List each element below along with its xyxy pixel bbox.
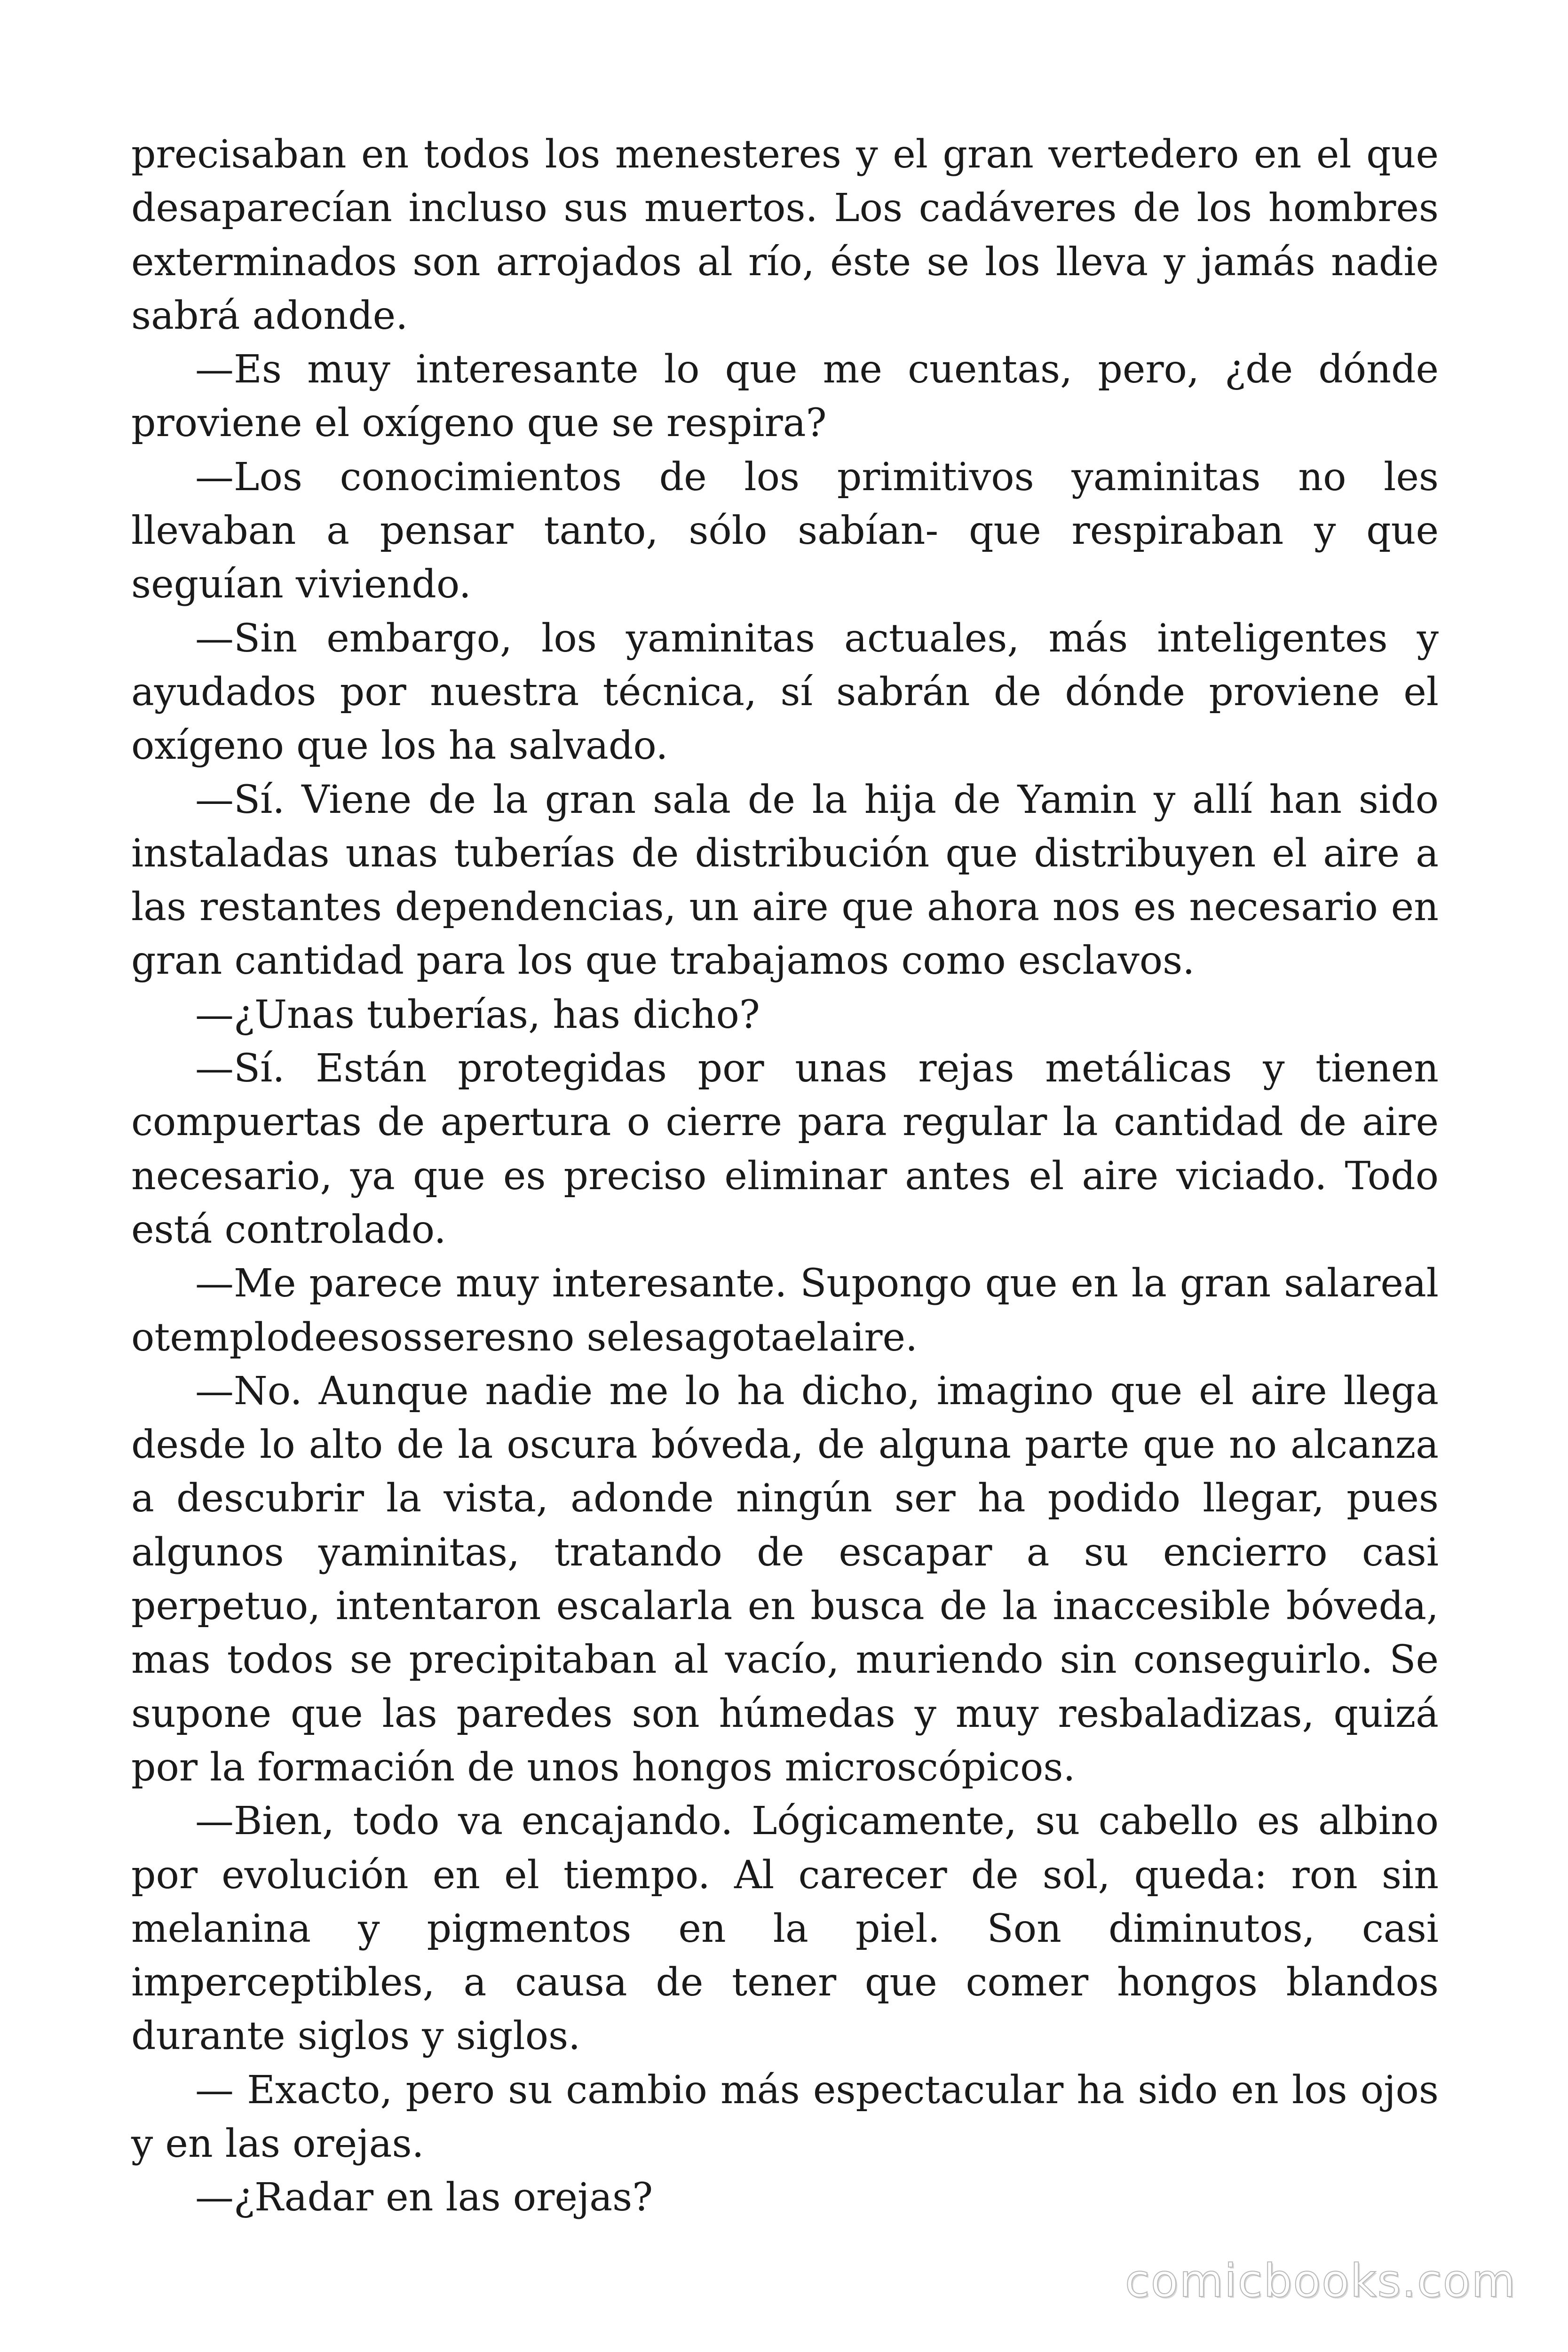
dialogue-paragraph: —Me parece muy interesante. Supongo que en la gran salareal otemplodeesosseresno selesagotaelaire. xyxy=(131,1261,1439,1360)
dialogue-paragraph: — Exacto, pero su cambio más espectacular ha sido en los ojos y en las orejas. xyxy=(131,2067,1439,2166)
dialogue-paragraph: —Sí. Están protegidas por unas rejas metálicas y tienen compuertas de apertura o cierre para regular la cantidad de aire necesario, ya que es preciso eliminar antes el aire viciado. Todo está controlado. xyxy=(131,1046,1439,1252)
dialogue-paragraph: —¿Radar en las orejas? xyxy=(195,2175,653,2220)
dialogue-paragraph: —Los conocimientos de los primitivos yaminitas no les llevaban a pensar tanto, sólo sabían- que respiraban y que seguían viviendo. xyxy=(131,454,1439,607)
dialogue-paragraph: —Sí. Viene de la gran sala de la hija de Yamin y allí han sido instaladas unas tuberías de distribución que distribuyen el aire a las restantes dependencias, un aire que ahora nos es necesario en gran cantidad para los que trabajamos como esclavos. xyxy=(131,777,1439,984)
watermark-logo: comicbooks.com xyxy=(1125,2255,1516,2307)
dialogue-paragraph: —¿Unas tuberías, has dicho? xyxy=(195,992,760,1037)
dialogue-paragraph: —No. Aunque nadie me lo ha dicho, imagino que el aire llega desde lo alto de la oscura bóveda, de alguna parte que no alcanza a descubrir la vista, adonde ningún ser ha podido llegar, pues algunos yaminitas, tratando de escapar a su encierro casi perpetuo, intentaron escalarla en busca de la inaccesible bóveda, mas todos se precipitaban al vacío, muriendo sin conseguirlo. Se supone que las paredes son húmedas y muy resbaladizas, quizá por la formación de unos hongos microscópicos. xyxy=(131,1368,1439,1790)
body-text xyxy=(131,128,1439,2225)
dialogue-paragraph: —Sin embargo, los yaminitas actuales, más inteligentes y ayudados por nuestra técnica, sí sabrán de dónde proviene el oxígeno que los ha salvado. xyxy=(131,616,1439,769)
dialogue-paragraph: —Es muy interesante lo que me cuentas, pero, ¿de dónde proviene el oxígeno que se respira? xyxy=(131,347,1439,446)
dialogue-paragraph: —Bien, todo va encajando. Lógicamente, su cabello es albino por evolución en el tiempo. Al carecer de sol, queda: ron sin melanina y pigmentos en la piel. Son diminutos, casi imperceptibles, a causa de tener que comer hongos blandos durante siglos y siglos. xyxy=(131,1799,1439,2059)
paragraph: precisaban en todos los menesteres y el gran vertedero en el que desaparecían incluso sus muertos. Los cadáveres de los hombres exterminados son arrojados al río, éste se los lleva y jamás nadie sabrá adonde. xyxy=(131,132,1439,338)
